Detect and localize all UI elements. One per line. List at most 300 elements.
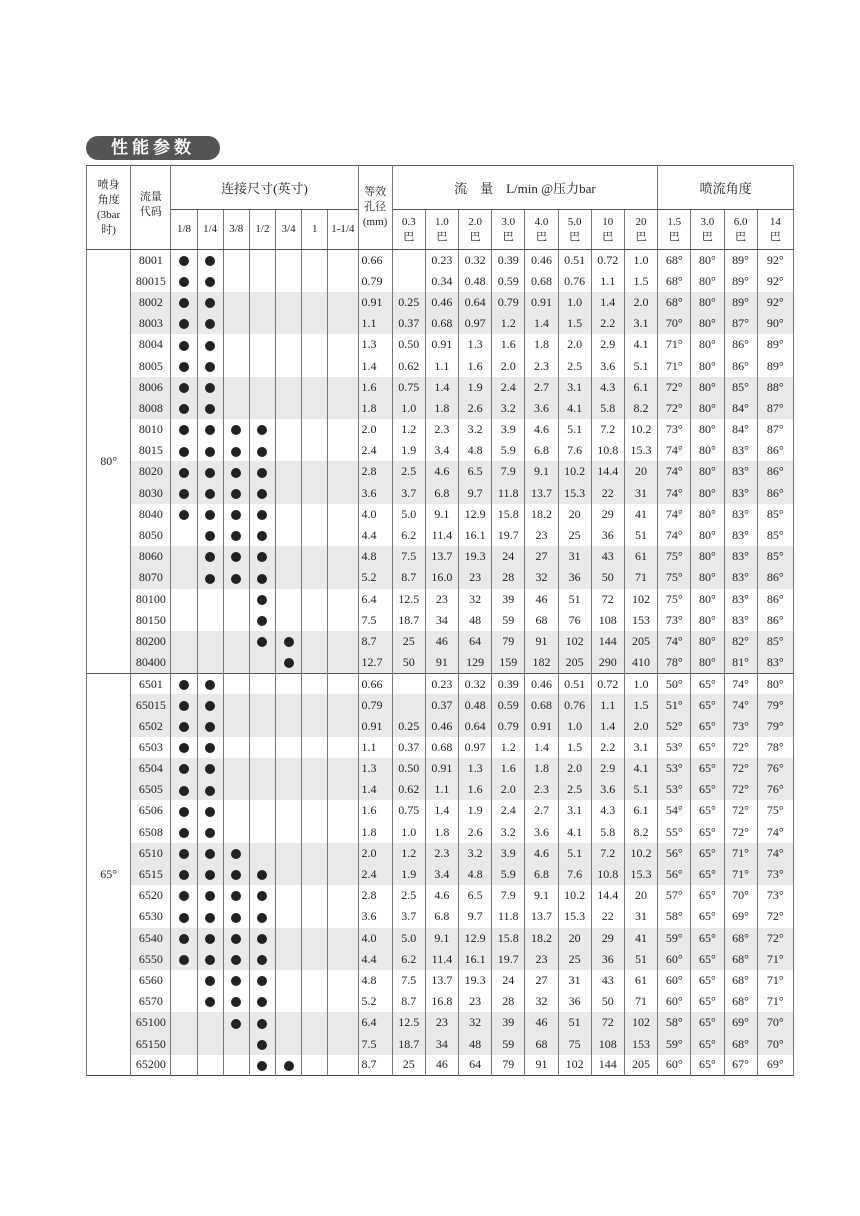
spray-angle: 65° <box>691 928 724 949</box>
available-dot-icon <box>179 510 189 520</box>
flow-rate: 6.8 <box>425 483 458 504</box>
flow-code: 6540 <box>131 928 171 949</box>
orifice-diameter: 8.7 <box>358 1055 392 1076</box>
flow-rate: 5.9 <box>492 440 525 461</box>
spray-angle: 65° <box>691 1055 724 1076</box>
connection-cell <box>328 970 358 991</box>
flow-rate: 31 <box>558 970 591 991</box>
orifice-diameter: 0.91 <box>358 716 392 737</box>
flow-rate: 0.50 <box>392 334 425 355</box>
flow-rate: 25 <box>392 1055 425 1076</box>
spray-angle: 83° <box>724 483 757 504</box>
available-dot-icon <box>179 934 189 944</box>
orifice-diameter: 7.5 <box>358 1033 392 1054</box>
spray-angle: 72° <box>724 779 757 800</box>
available-dot-icon <box>257 616 267 626</box>
flow-rate: 9.1 <box>425 928 458 949</box>
connection-cell <box>302 250 328 271</box>
available-dot-icon <box>205 425 215 435</box>
flow-rate: 19.3 <box>459 970 492 991</box>
flow-rate: 1.0 <box>392 398 425 419</box>
available-dot-icon <box>179 298 189 308</box>
spray-angle: 80° <box>691 440 724 461</box>
connection-cell <box>197 928 223 949</box>
flow-rate: 1.4 <box>525 313 558 334</box>
flow-rate: 0.50 <box>392 758 425 779</box>
connection-cell <box>276 800 302 821</box>
orifice-diameter: 1.8 <box>358 398 392 419</box>
conn-size-header: 1-1/4 <box>328 210 358 250</box>
flow-rate: 0.46 <box>425 716 458 737</box>
flow-rate: 205 <box>624 631 657 652</box>
connection-cell <box>302 1012 328 1033</box>
flow-rate: 46 <box>525 589 558 610</box>
connection-cell <box>197 546 223 567</box>
connection-cell <box>249 906 275 927</box>
flow-rate: 13.7 <box>425 970 458 991</box>
connection-cell <box>197 589 223 610</box>
connection-cell <box>249 271 275 292</box>
available-dot-icon <box>257 891 267 901</box>
flow-rate: 0.48 <box>459 694 492 715</box>
available-dot-icon <box>205 807 215 817</box>
spray-angle: 65° <box>691 779 724 800</box>
flow-code: 6520 <box>131 885 171 906</box>
connection-cell <box>249 355 275 376</box>
flow-rate: 2.5 <box>558 355 591 376</box>
connection-cell <box>328 1033 358 1054</box>
orifice-diameter: 1.3 <box>358 334 392 355</box>
flow-rate: 32 <box>459 589 492 610</box>
available-dot-icon <box>205 574 215 584</box>
flow-code: 8020 <box>131 461 171 482</box>
connection-cell <box>249 822 275 843</box>
spray-angle: 71° <box>658 355 691 376</box>
spray-angle: 83° <box>757 652 793 673</box>
connection-cell <box>276 864 302 885</box>
spray-angle: 60° <box>658 1055 691 1076</box>
flow-rate: 10.2 <box>624 843 657 864</box>
connection-cell <box>223 885 249 906</box>
flow-rate: 2.0 <box>492 355 525 376</box>
orifice-diameter: 8.7 <box>358 631 392 652</box>
flow-rate: 24 <box>492 970 525 991</box>
connection-cell <box>197 398 223 419</box>
flow-code: 8050 <box>131 525 171 546</box>
flow-rate: 27 <box>525 970 558 991</box>
table-row <box>87 250 794 271</box>
connection-cell <box>302 928 328 949</box>
connection-cell <box>328 377 358 398</box>
flow-rate: 2.2 <box>591 313 624 334</box>
flow-rate: 0.91 <box>525 716 558 737</box>
connection-cell <box>223 673 249 694</box>
flow-rate: 41 <box>624 504 657 525</box>
table-row <box>87 822 794 843</box>
flow-rate: 1.1 <box>591 694 624 715</box>
available-dot-icon <box>179 891 189 901</box>
available-dot-icon <box>231 891 241 901</box>
connection-cell <box>328 949 358 970</box>
connection-cell <box>171 567 197 588</box>
flow-rate: 2.7 <box>525 377 558 398</box>
table-row <box>87 334 794 355</box>
connection-cell <box>328 758 358 779</box>
connection-cell <box>302 525 328 546</box>
available-dot-icon <box>205 743 215 753</box>
connection-cell <box>276 694 302 715</box>
table-row <box>87 652 794 673</box>
flow-rate: 0.46 <box>425 292 458 313</box>
connection-cell <box>249 652 275 673</box>
spray-angle: 74° <box>658 461 691 482</box>
flow-rate: 24 <box>492 546 525 567</box>
flow-code: 80100 <box>131 589 171 610</box>
flow-rate: 23 <box>525 949 558 970</box>
orifice-diameter: 0.66 <box>358 250 392 271</box>
connection-cell <box>249 398 275 419</box>
table-row <box>87 546 794 567</box>
connection-cell <box>249 716 275 737</box>
connection-cell <box>328 737 358 758</box>
flow-rate: 2.3 <box>425 419 458 440</box>
connection-cell <box>302 737 328 758</box>
orifice-diameter: 4.8 <box>358 546 392 567</box>
table-row <box>87 377 794 398</box>
flow-rate: 36 <box>591 525 624 546</box>
spray-angle: 70° <box>757 1012 793 1033</box>
flow-code: 65150 <box>131 1033 171 1054</box>
spray-angle: 53° <box>658 758 691 779</box>
flow-rate: 1.2 <box>392 419 425 440</box>
spray-angle: 80° <box>691 461 724 482</box>
flow-rate: 3.1 <box>624 737 657 758</box>
connection-cell <box>249 864 275 885</box>
conn-size-header: 1/8 <box>171 210 197 250</box>
flow-rate: 59 <box>492 1033 525 1054</box>
table-row <box>87 271 794 292</box>
connection-cell <box>302 398 328 419</box>
connection-cell <box>197 440 223 461</box>
table-row <box>87 758 794 779</box>
flow-code: 8006 <box>131 377 171 398</box>
flow-rate: 102 <box>624 1012 657 1033</box>
flow-rate: 29 <box>591 504 624 525</box>
spray-angle: 80° <box>757 673 793 694</box>
connection-cell <box>276 589 302 610</box>
spray-angle: 80° <box>691 504 724 525</box>
available-dot-icon <box>205 891 215 901</box>
connection-cell <box>328 567 358 588</box>
connection-cell <box>249 334 275 355</box>
flow-rate: 18.7 <box>392 610 425 631</box>
flow-pressure-header: 1.0 巴 <box>425 210 458 250</box>
available-dot-icon <box>179 425 189 435</box>
flow-code: 8060 <box>131 546 171 567</box>
spray-angle: 86° <box>724 334 757 355</box>
connection-cell <box>197 334 223 355</box>
spray-angle: 80° <box>691 250 724 271</box>
spray-angle: 58° <box>658 906 691 927</box>
connection-cell <box>302 355 328 376</box>
flow-rate: 0.75 <box>392 377 425 398</box>
flow-rate: 4.1 <box>624 334 657 355</box>
flow-rate: 19.7 <box>492 525 525 546</box>
flow-rate <box>392 250 425 271</box>
connection-cell <box>171 970 197 991</box>
flow-rate: 0.91 <box>425 334 458 355</box>
connection-cell <box>197 567 223 588</box>
spray-angle: 67° <box>724 1055 757 1076</box>
flow-code: 8005 <box>131 355 171 376</box>
spray-angle: 71° <box>724 843 757 864</box>
flow-rate: 11.4 <box>425 949 458 970</box>
connection-cell <box>276 271 302 292</box>
flow-code: 8003 <box>131 313 171 334</box>
flow-rate: 23 <box>459 991 492 1012</box>
flow-code: 8001 <box>131 250 171 271</box>
conn-size-header: 1/2 <box>249 210 275 250</box>
connection-cell <box>302 631 328 652</box>
flow-rate: 182 <box>525 652 558 673</box>
available-dot-icon <box>205 510 215 520</box>
flow-rate: 0.72 <box>591 673 624 694</box>
connection-cell <box>328 250 358 271</box>
spray-angle: 85° <box>757 504 793 525</box>
spray-pressure-header: 6.0 巴 <box>724 210 757 250</box>
flow-rate: 10.8 <box>591 864 624 885</box>
flow-rate: 10.2 <box>558 885 591 906</box>
available-dot-icon <box>179 256 189 266</box>
flow-rate: 2.3 <box>525 355 558 376</box>
connection-cell <box>223 1055 249 1076</box>
spray-angle: 80° <box>691 313 724 334</box>
flow-rate: 0.97 <box>459 737 492 758</box>
available-dot-icon <box>179 722 189 732</box>
flow-rate: 1.4 <box>525 737 558 758</box>
connection-cell <box>328 398 358 419</box>
flow-rate: 0.72 <box>591 250 624 271</box>
available-dot-icon <box>231 531 241 541</box>
connection-cell <box>328 716 358 737</box>
flow-code: 80015 <box>131 271 171 292</box>
connection-cell <box>171 419 197 440</box>
flow-rate: 32 <box>459 1012 492 1033</box>
connection-cell <box>302 483 328 504</box>
connection-cell <box>223 737 249 758</box>
available-dot-icon <box>179 743 189 753</box>
flow-rate: 51 <box>558 589 591 610</box>
connection-cell <box>249 885 275 906</box>
connection-cell <box>197 313 223 334</box>
flow-rate: 3.2 <box>492 822 525 843</box>
spray-angle: 79° <box>757 716 793 737</box>
flow-rate: 3.7 <box>392 483 425 504</box>
flow-rate: 1.6 <box>459 779 492 800</box>
flow-rate: 0.46 <box>525 673 558 694</box>
connection-cell <box>249 694 275 715</box>
connection-cell <box>302 546 328 567</box>
spray-angle: 68° <box>724 991 757 1012</box>
flow-rate: 0.23 <box>425 250 458 271</box>
connection-cell <box>223 970 249 991</box>
connection-cell <box>249 1012 275 1033</box>
flow-rate: 48 <box>459 1033 492 1054</box>
table-row <box>87 991 794 1012</box>
flow-code: 6504 <box>131 758 171 779</box>
flow-rate: 19.3 <box>459 546 492 567</box>
table-row <box>87 631 794 652</box>
spray-angle: 68° <box>724 1033 757 1054</box>
connection-cell <box>223 779 249 800</box>
connection-cell <box>223 631 249 652</box>
connection-cell <box>249 610 275 631</box>
flow-rate <box>392 271 425 292</box>
flow-rate: 68 <box>525 1033 558 1054</box>
connection-cell <box>328 355 358 376</box>
connection-cell <box>328 440 358 461</box>
flow-rate: 0.75 <box>392 800 425 821</box>
connection-cell <box>249 949 275 970</box>
table-row <box>87 461 794 482</box>
available-dot-icon <box>205 319 215 329</box>
connection-cell <box>328 1055 358 1076</box>
spray-angle: 83° <box>724 440 757 461</box>
connection-cell <box>171 525 197 546</box>
flow-rate: 36 <box>558 567 591 588</box>
spray-angle: 60° <box>658 991 691 1012</box>
spray-angle: 86° <box>724 355 757 376</box>
orifice-diameter: 1.4 <box>358 355 392 376</box>
table-row <box>87 567 794 588</box>
spray-angle: 79° <box>757 694 793 715</box>
spray-angle: 80° <box>691 567 724 588</box>
available-dot-icon <box>284 637 294 647</box>
spray-angle: 73° <box>724 716 757 737</box>
orifice-diameter: 5.2 <box>358 567 392 588</box>
connection-cell <box>302 716 328 737</box>
connection-cell <box>197 652 223 673</box>
flow-rate: 1.4 <box>425 377 458 398</box>
flow-code: 8008 <box>131 398 171 419</box>
available-dot-icon <box>179 277 189 287</box>
connection-cell <box>276 758 302 779</box>
connection-cell <box>171 673 197 694</box>
available-dot-icon <box>284 1061 294 1071</box>
table-body <box>87 250 794 1076</box>
flow-rate: 12.9 <box>459 504 492 525</box>
connection-cell <box>223 440 249 461</box>
spray-angle: 86° <box>757 461 793 482</box>
connection-cell <box>171 334 197 355</box>
connection-cell <box>223 419 249 440</box>
flow-rate: 16.8 <box>425 991 458 1012</box>
connection-cell <box>223 313 249 334</box>
connection-cell <box>249 292 275 313</box>
orifice-diameter: 1.1 <box>358 313 392 334</box>
flow-rate: 0.62 <box>392 355 425 376</box>
flow-rate: 2.3 <box>425 843 458 864</box>
spray-angle: 65° <box>691 864 724 885</box>
section-title: 性能参数 <box>86 136 220 160</box>
flow-rate: 39 <box>492 1012 525 1033</box>
flow-rate <box>392 694 425 715</box>
connection-cell <box>328 991 358 1012</box>
spray-angle: 83° <box>724 567 757 588</box>
orifice-diameter: 3.6 <box>358 483 392 504</box>
flow-code: 6505 <box>131 779 171 800</box>
available-dot-icon <box>205 298 215 308</box>
available-dot-icon <box>257 997 267 1007</box>
connection-cell <box>328 504 358 525</box>
connection-cell <box>171 991 197 1012</box>
flow-pressure-header: 5.0 巴 <box>558 210 591 250</box>
spray-angle: 74° <box>658 440 691 461</box>
flow-code: 8002 <box>131 292 171 313</box>
connection-cell <box>171 906 197 927</box>
flow-rate: 6.1 <box>624 800 657 821</box>
flow-rate: 25 <box>392 631 425 652</box>
spray-angle: 82° <box>724 631 757 652</box>
table-row <box>87 885 794 906</box>
header-connection: 连接尺寸(英寸) <box>171 166 358 210</box>
flow-rate: 1.8 <box>425 398 458 419</box>
flow-rate: 61 <box>624 546 657 567</box>
flow-rate: 18.2 <box>525 928 558 949</box>
table-row <box>87 949 794 970</box>
flow-rate: 0.32 <box>459 673 492 694</box>
table-row <box>87 864 794 885</box>
flow-code: 6510 <box>131 843 171 864</box>
available-dot-icon <box>179 849 189 859</box>
available-dot-icon <box>257 468 267 478</box>
orifice-diameter: 2.8 <box>358 885 392 906</box>
flow-rate: 28 <box>492 567 525 588</box>
connection-cell <box>223 694 249 715</box>
flow-rate: 22 <box>591 483 624 504</box>
spray-angle: 78° <box>757 737 793 758</box>
connection-cell <box>249 250 275 271</box>
connection-cell <box>223 716 249 737</box>
flow-rate: 0.34 <box>425 271 458 292</box>
flow-rate: 0.46 <box>525 250 558 271</box>
flow-rate: 1.6 <box>492 758 525 779</box>
connection-cell <box>171 610 197 631</box>
available-dot-icon <box>231 955 241 965</box>
connection-cell <box>276 313 302 334</box>
flow-rate: 7.2 <box>591 419 624 440</box>
connection-cell <box>276 461 302 482</box>
flow-pressure-header: 3.0 巴 <box>492 210 525 250</box>
flow-rate: 64 <box>459 631 492 652</box>
flow-rate: 91 <box>525 631 558 652</box>
flow-rate: 1.9 <box>392 440 425 461</box>
connection-cell <box>276 991 302 1012</box>
available-dot-icon <box>257 574 267 584</box>
available-dot-icon <box>179 955 189 965</box>
connection-cell <box>249 461 275 482</box>
flow-rate: 0.25 <box>392 716 425 737</box>
flow-rate: 1.2 <box>492 313 525 334</box>
orifice-diameter: 1.6 <box>358 800 392 821</box>
flow-code: 6506 <box>131 800 171 821</box>
flow-code: 80150 <box>131 610 171 631</box>
available-dot-icon <box>205 849 215 859</box>
flow-rate: 79 <box>492 631 525 652</box>
flow-rate: 1.6 <box>492 334 525 355</box>
connection-cell <box>197 694 223 715</box>
spray-angle: 80° <box>691 377 724 398</box>
